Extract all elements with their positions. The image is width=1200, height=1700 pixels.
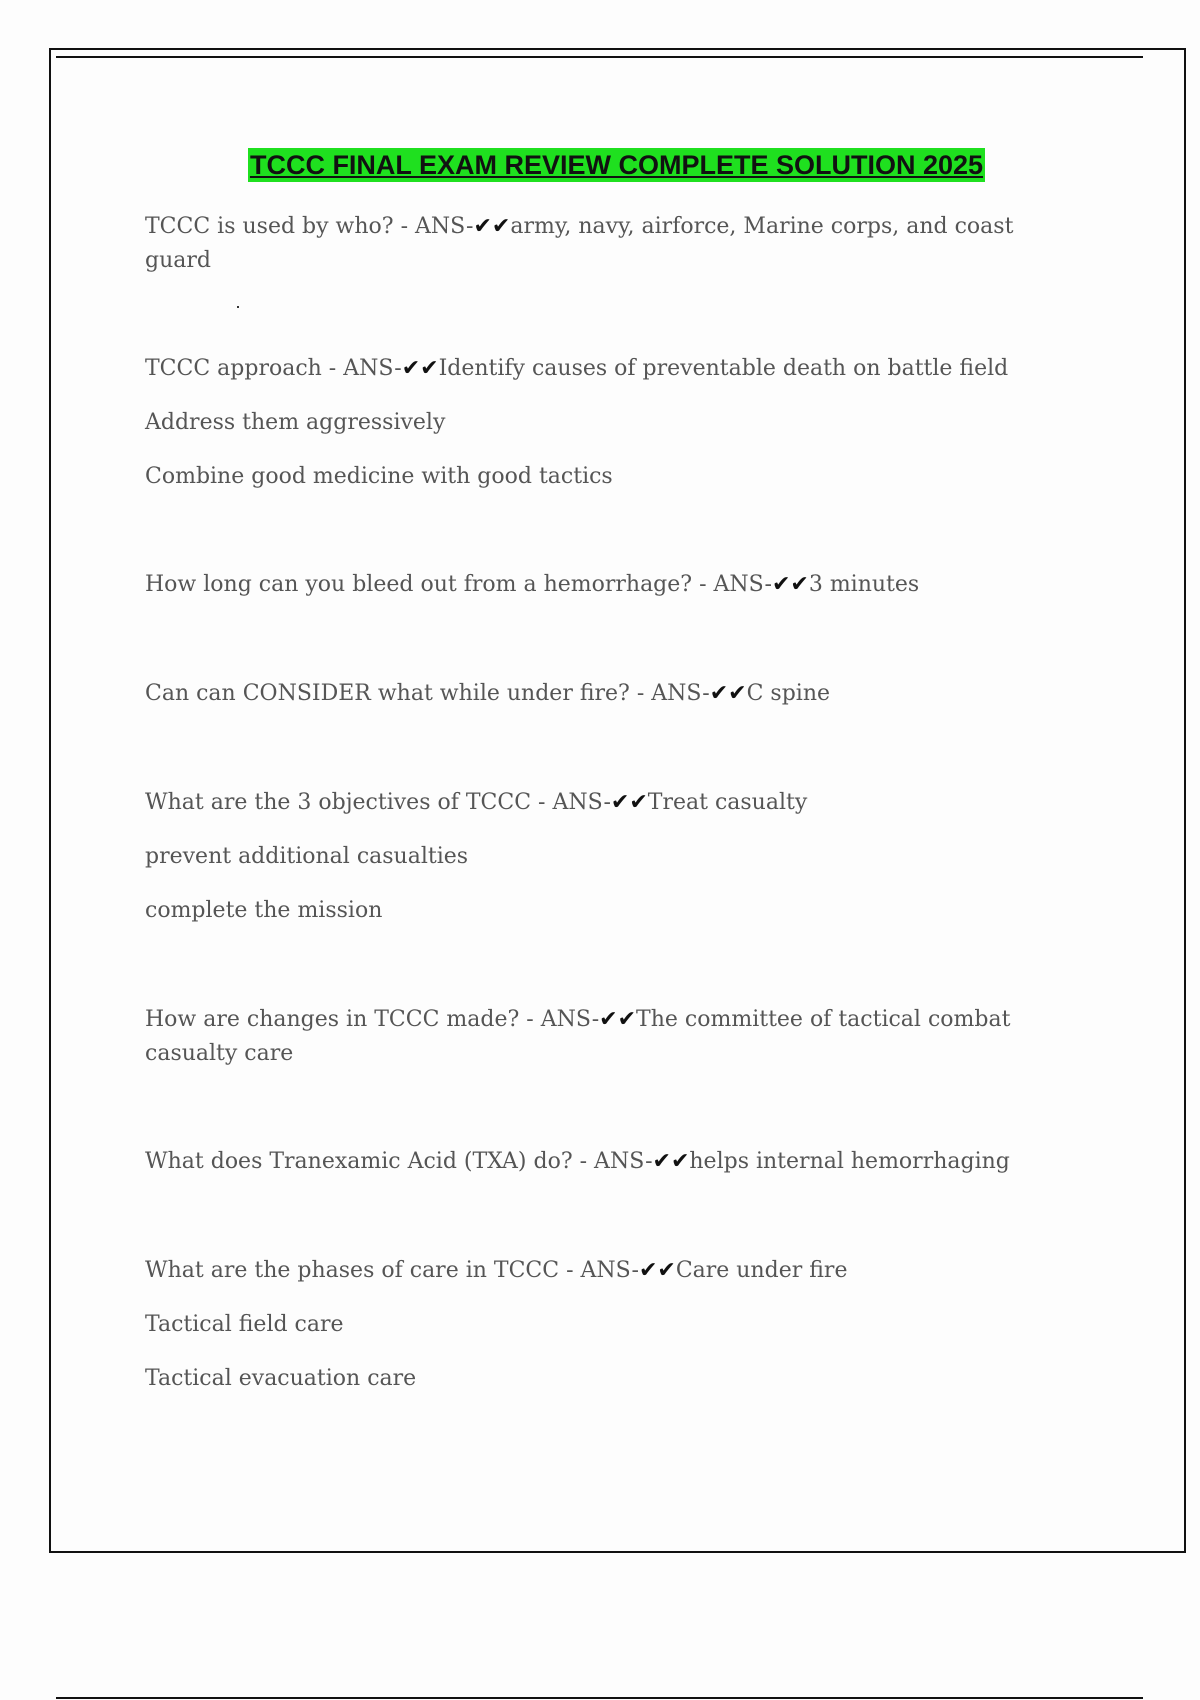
qa-line <box>145 1145 1035 1179</box>
bottom-rule <box>56 1697 1143 1699</box>
qa-item <box>145 1254 1035 1396</box>
stray-dot <box>237 306 239 308</box>
question-text: TCCC is used by who? - ANS- <box>145 214 474 239</box>
document-title: TCCC FINAL EXAM REVIEW COMPLETE SOLUTION 2025 <box>249 150 984 180</box>
answer-text: helps internal hemorrhaging <box>689 1149 1010 1174</box>
check-icon: ✔✔ <box>473 214 511 239</box>
check-icon: ✔✔ <box>599 1007 637 1032</box>
answer-text: Treat casualty <box>647 790 808 815</box>
question-text: What does Tranexamic Acid (TXA) do? - ANS- <box>145 1149 653 1174</box>
answer-extra-line: Combine good medicine with good tactics <box>145 464 613 489</box>
qa-line <box>145 677 1035 711</box>
answer-text: 3 minutes <box>808 572 920 597</box>
qa-item <box>145 1145 1035 1179</box>
answer-text: Care under fire <box>675 1258 848 1283</box>
answer-text: Identify causes of preventable death on battle field <box>438 356 1009 381</box>
question-text: What are the phases of care in TCCC - ANS- <box>145 1258 639 1283</box>
qa-line <box>145 1003 1035 1071</box>
question-text: How are changes in TCCC made? - ANS- <box>145 1007 600 1032</box>
question-text: What are the 3 objectives of TCCC - ANS- <box>145 790 611 815</box>
qa-item <box>145 568 1035 602</box>
answer-extra-line: Tactical evacuation care <box>145 1366 417 1391</box>
qa-item <box>145 352 1035 494</box>
check-icon: ✔✔ <box>709 681 747 706</box>
question-text: Can can CONSIDER what while under fire? - ANS- <box>145 681 710 706</box>
check-icon: ✔✔ <box>652 1149 690 1174</box>
answer-text: army, navy, airforce, Marine corps, and coast guard <box>145 214 1014 273</box>
answer-text: The committee of tactical combat casualty care <box>145 1007 1011 1066</box>
check-icon: ✔✔ <box>401 356 439 381</box>
qa-line <box>145 210 1035 278</box>
qa-line <box>145 568 1035 602</box>
title-container <box>0 148 1200 182</box>
qa-item <box>145 786 1035 928</box>
qa-line <box>145 1254 1035 1288</box>
answer-extra-line: Address them aggressively <box>145 410 446 435</box>
question-text: TCCC approach - ANS- <box>145 356 402 381</box>
qa-line <box>145 786 1035 820</box>
qa-item <box>145 1003 1035 1071</box>
qa-item <box>145 677 1035 711</box>
check-icon: ✔✔ <box>771 572 809 597</box>
check-icon: ✔✔ <box>638 1258 676 1283</box>
qa-line <box>145 352 1035 386</box>
answer-extra-line: Tactical field care <box>145 1312 344 1337</box>
qa-item <box>145 210 1035 278</box>
question-text: How long can you bleed out from a hemorrhage? - ANS- <box>145 572 772 597</box>
answer-text: C spine <box>746 681 831 706</box>
answer-extra-line: complete the mission <box>145 898 383 923</box>
answer-extra-line: prevent additional casualties <box>145 844 469 869</box>
check-icon: ✔✔ <box>610 790 648 815</box>
